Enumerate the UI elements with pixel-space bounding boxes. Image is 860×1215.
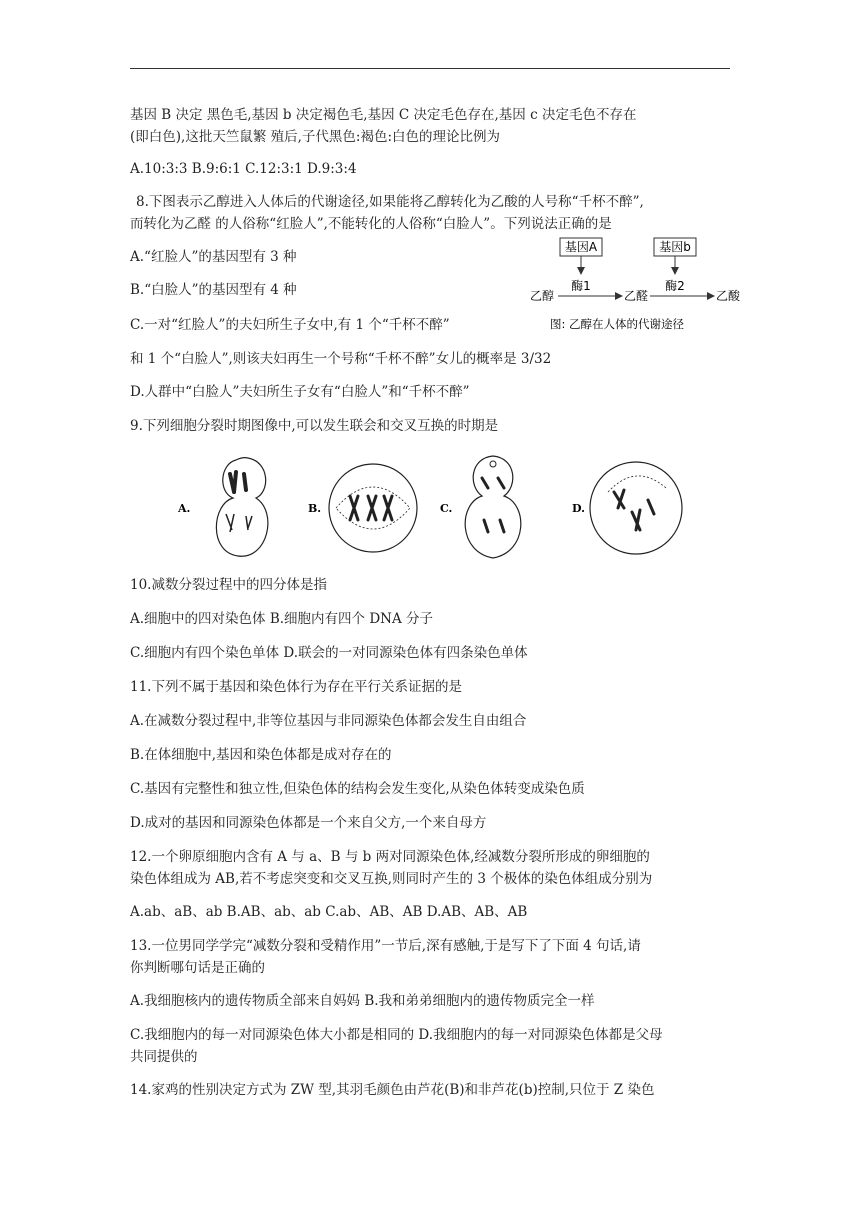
option-line: C.我细胞内的每一对同源染色体大小都是相同的 D.我细胞内的每一对同源染色体都是父母 [130, 1027, 663, 1043]
acetic-acid-label: 乙酸 [716, 289, 741, 303]
cell-b-figure [329, 464, 417, 552]
question-9: 9.下列细胞分裂时期图像中,可以发生联会和交叉互换的时期是 [130, 418, 499, 434]
cell-label-b: B. [308, 502, 322, 515]
question-11: 11.下列不属于基因和染色体行为存在平行关系证据的是 [130, 679, 462, 695]
text-line: 和 1 个“白脸人”,则该夫妇再生一个号称“千杯不醉”女儿的概率是 3/32 [130, 351, 552, 367]
text-line: (即白色),这批天竺鼠繁 殖后,子代黑色:褐色:白色的理论比例为 [130, 129, 501, 145]
question-14: 14.家鸡的性别决定方式为 ZW 型,其羽毛颜色由芦花(B)和非芦花(b)控制,只位于 Z 染色 [130, 1082, 655, 1098]
acetaldehyde-label: 乙醛 [624, 289, 649, 303]
cell-d-figure [590, 462, 682, 554]
text-line: 染色体组成为 AB,若不考虑突变和交叉互换,则同时产生的 3 个极体的染色体组成分别为 [130, 871, 653, 887]
ethanol-label: 乙醇 [530, 289, 555, 303]
gene-b-label: 基因b [659, 240, 691, 254]
header-rule [130, 68, 730, 69]
metabolic-pathway-diagram [528, 236, 758, 336]
option-line: A.10:3:3 B.9:6:1 C.12:3:1 D.9:3:4 [130, 161, 357, 177]
option-line: A.细胞中的四对染色体 B.细胞内有四个 DNA 分子 [130, 611, 434, 627]
cell-c-figure [465, 456, 521, 558]
enzyme-2-label: 酶2 [665, 279, 685, 293]
text-line: 基因 B 决定 黑色毛,基因 b 决定褐色毛,基因 C 决定毛色存在,基因 c 决定毛色不存在 [130, 107, 637, 123]
option-line: A.我细胞核内的遗传物质全部来自妈妈 B.我和弟弟细胞内的遗传物质完全一样 [130, 993, 595, 1009]
cell-division-figures [178, 452, 698, 562]
question-8: 8.下图表示乙醇进入人体后的代谢途径,如果能将乙醇转化为乙酸的人号称“千杯不醉”, [136, 194, 644, 210]
option-line: D.成对的基因和同源染色体都是一个来自父方,一个来自母方 [130, 815, 487, 831]
question-10: 10.减数分裂过程中的四分体是指 [130, 577, 327, 593]
option-line: D.人群中“白脸人”夫妇所生子女有“白脸人”和“千杯不醉” [130, 384, 470, 400]
text-line: 你判断哪句话是正确的 [130, 960, 265, 976]
option-line: C.基因有完整性和独立性,但染色体的结构会发生变化,从染色体转变成染色质 [130, 781, 585, 797]
text-line: 而转化为乙醛 的人俗称“红脸人”,不能转化的人俗称“白脸人”。下列说法正确的是 [130, 216, 612, 232]
cell-label-d: D. [572, 502, 585, 515]
option-line: A.ab、aB、ab B.AB、ab、ab C.ab、AB、AB D.AB、AB、AB [130, 904, 528, 920]
gene-a-label: 基因A [564, 240, 598, 254]
cell-label-c: C. [440, 502, 453, 515]
text-line: 共同提供的 [130, 1049, 198, 1065]
question-13: 13.一位男同学学完“减数分裂和受精作用”一节后,深有感触,于是写下了下面 4 句话,请 [130, 938, 641, 954]
option-line: C.细胞内有四个染色单体 D.联会的一对同源染色体有四条染色单体 [130, 645, 528, 661]
enzyme-1-label: 酶1 [571, 279, 591, 293]
option-line: B.在体细胞中,基因和染色体都是成对存在的 [130, 747, 392, 763]
cell-label-a: A. [178, 502, 191, 515]
pathway-caption: 图: 乙醇在人体的代谢途径 [550, 317, 685, 331]
cell-a-figure [216, 458, 268, 557]
option-line: A.在减数分裂过程中,非等位基因与非同源染色体都会发生自由组合 [130, 713, 527, 729]
option-line: A.“红脸人”的基因型有 3 种 [130, 249, 297, 265]
option-line: B.“白脸人”的基因型有 4 种 [130, 282, 297, 298]
option-line: C.一对“红脸人”的夫妇所生子女中,有 1 个“千杯不醉” [130, 317, 450, 333]
question-12: 12.一个卵原细胞内含有 A 与 a、B 与 b 两对同源染色体,经减数分裂所形成的卵细胞的 [130, 849, 650, 865]
